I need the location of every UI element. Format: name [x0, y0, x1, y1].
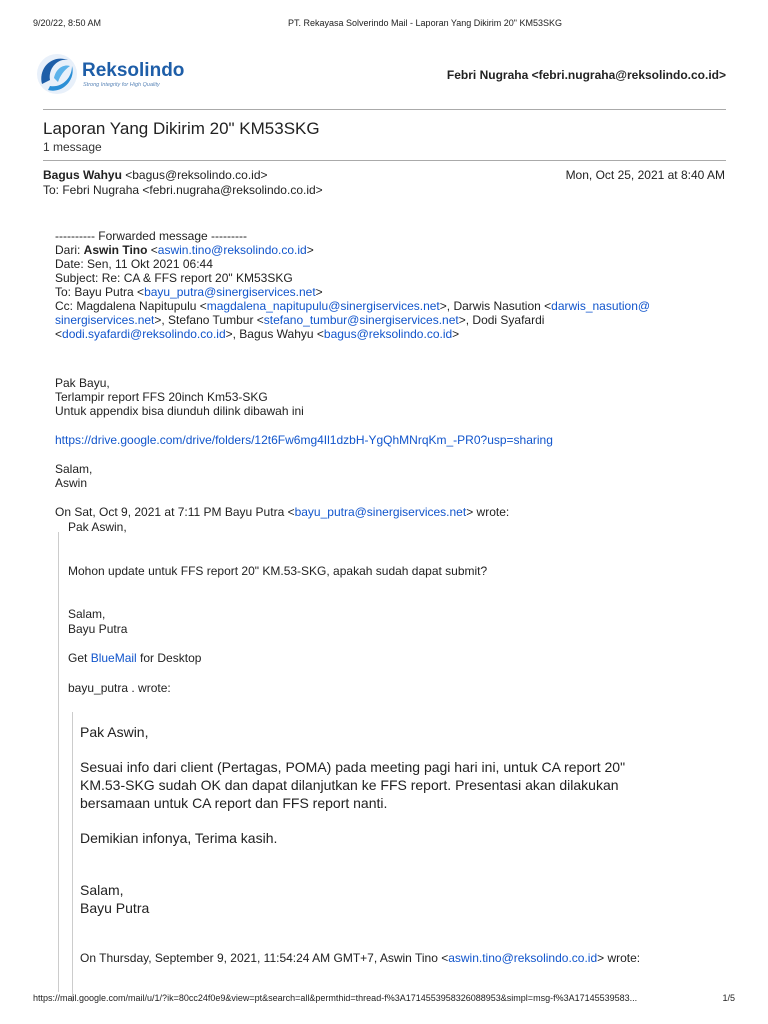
quote2-closing: Salam,	[80, 882, 124, 898]
cc-email-bagus[interactable]: bagus@reksolindo.co.id	[323, 327, 453, 341]
quote-header-email[interactable]: bayu_putra@sinergiservices.net	[294, 505, 467, 519]
sender-date: Mon, Oct 25, 2021 at 8:40 AM	[565, 168, 725, 182]
message-count: 1 message	[43, 140, 102, 154]
forwarded-header-block	[55, 229, 735, 341]
forwarded-header: ---------- Forwarded message ---------	[55, 229, 247, 243]
body-line-2: Untuk appendix bisa diunduh dilink dibawah ini	[55, 404, 304, 418]
body-closing: Salam,	[55, 462, 93, 476]
quote-header: On Sat, Oct 9, 2021 at 7:11 PM Bayu Putra <bayu_putra@sinergiservices.net> wrote:	[55, 505, 510, 519]
bluemail-link[interactable]: BlueMail	[90, 651, 137, 665]
drive-link[interactable]: https://drive.google.com/drive/folders/12t6Fw6mg4Il1dzbH-YgQhMNrqKm_-PR0?usp=sharing	[55, 433, 553, 447]
print-page-number: 1/5	[722, 993, 735, 1003]
cc-email-magdalena[interactable]: magdalena_napitupulu@sinergiservices.net	[206, 299, 440, 313]
divider	[43, 160, 726, 161]
forwarded-cc-line1: Cc: Magdalena Napitupulu <magdalena_napitupulu@sinergiservices.net>, Darwis Nasution <darwis_nasution@	[55, 299, 651, 313]
forwarded-date: Date: Sen, 11 Okt 2021 06:44	[55, 257, 213, 271]
quote-bar-nested	[72, 712, 73, 1002]
reksolindo-logo	[36, 50, 186, 98]
sender-name: Bagus Wahyu	[43, 168, 122, 182]
logo-name: Reksolindo	[82, 60, 185, 81]
body-greeting: Pak Bayu,	[55, 376, 110, 390]
quote2-para-line-1: Sesuai info dari client (Pertagas, POMA) pada meeting pagi hari ini, untuk CA report 20"	[80, 759, 626, 775]
logo-tagline: Strong Integrity for High Quality	[83, 82, 160, 88]
forwarded-from-email[interactable]: aswin.tino@reksolindo.co.id	[157, 243, 307, 257]
cc-email-dodi[interactable]: dodi.syafardi@reksolindo.co.id	[62, 327, 226, 341]
cc-email-stefano[interactable]: stefano_tumbur@sinergiservices.net	[263, 313, 459, 327]
body-signature: Aswin	[55, 476, 88, 490]
quote2-signature: Bayu Putra	[80, 900, 150, 916]
subject-title: Laporan Yang Dikirim 20" KM53SKG	[43, 119, 320, 138]
quote2-on-email[interactable]: aswin.tino@reksolindo.co.id	[448, 951, 598, 965]
forwarded-from-name: Aswin Tino	[83, 243, 148, 257]
body-line-1: Terlampir report FFS 20inch Km53-SKG	[55, 390, 268, 404]
quote2-greeting: Pak Aswin,	[80, 724, 149, 740]
quote2-para-line-3: bersamaan untuk CA report dan FFS report nanti.	[80, 795, 388, 811]
quote1-signature: Bayu Putra	[68, 622, 128, 636]
cc-email-darwis-domain[interactable]: sinergiservices.net	[55, 313, 155, 327]
reksolindo-swoosh-icon	[36, 50, 78, 98]
quote1-line-1: Mohon update untuk FFS report 20" KM.53-SKG, apakah sudah dapat submit?	[68, 564, 488, 578]
quote2-para-line-2: KM.53-SKG sudah OK dan dapat dilanjutkan ke FFS report. Presentasi akan dilakukan	[80, 777, 619, 793]
forwarded-from: Dari: Aswin Tino <aswin.tino@reksolindo.co.id>	[55, 243, 314, 257]
quote-bar	[58, 532, 59, 992]
quote1-bluemail-line: Get BlueMail for Desktop	[68, 651, 202, 665]
quote2-on-line: On Thursday, September 9, 2021, 11:54:24 AM GMT+7, Aswin Tino <aswin.tino@reksolindo.co.id> wrote:	[80, 951, 641, 965]
quote1-closing: Salam,	[68, 607, 106, 621]
forwarded-to-email[interactable]: bayu_putra@sinergiservices.net	[144, 285, 316, 299]
print-url: https://mail.google.com/mail/u/1/?ik=80cc24f0e9&view=pt&search=all&permthid=thread-f%3A1714553958326088953&simpl=msg-f%3A17145539583...	[33, 993, 638, 1003]
forwarded-to: To: Bayu Putra <bayu_putra@sinergiservices.net>	[55, 285, 323, 299]
account-label: Febri Nugraha <febri.nugraha@reksolindo.co.id>	[446, 68, 726, 82]
print-datetime: 9/20/22, 8:50 AM	[33, 18, 102, 28]
forwarded-subject: Subject: Re: CA & FFS report 20" KM53SKG	[55, 271, 293, 285]
quote1-wrote: bayu_putra . wrote:	[68, 681, 171, 695]
forwarded-cc-line3: <dodi.syafardi@reksolindo.co.id>, Bagus Wahyu <bagus@reksolindo.co.id>	[55, 327, 460, 341]
print-title: PT. Rekayasa Solverindo Mail - Laporan Yang Dikirim 20" KM53SKG	[288, 18, 562, 28]
divider	[43, 109, 726, 110]
to-line: To: Febri Nugraha <febri.nugraha@reksolindo.co.id>	[43, 183, 323, 197]
quote1-greeting: Pak Aswin,	[68, 520, 127, 534]
quote2-para-2: Demikian infonya, Terima kasih.	[80, 830, 278, 846]
cc-email-darwis[interactable]: darwis_nasution@	[551, 299, 651, 313]
sender-line	[43, 168, 268, 182]
forwarded-cc-line2: sinergiservices.net>, Stefano Tumbur <stefano_tumbur@sinergiservices.net>, Dodi Syafardi	[55, 313, 545, 327]
sender-email: <bagus@reksolindo.co.id>	[125, 168, 268, 182]
